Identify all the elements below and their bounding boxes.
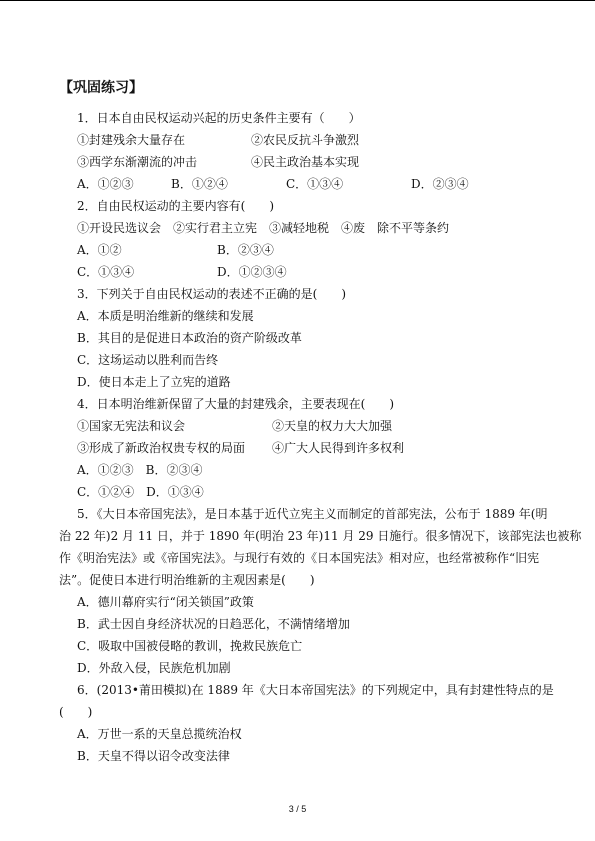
q5-choice-a: A．德川幕府实行“闭关锁国”政策 <box>77 595 254 609</box>
q3-choice-d: D．使日本走上了立宪的道路 <box>77 375 231 389</box>
q1-option-3: ③西学东渐潮流的冲击 <box>77 155 198 169</box>
q4-option-1: ①国家无宪法和议会 <box>77 419 186 433</box>
q1-choice-b: B．①②④ <box>171 177 228 191</box>
q4-option-2: ②天皇的权力大大加强 <box>272 419 393 433</box>
page-top-border <box>0 0 595 1</box>
q5-choice-d: D．外敌入侵，民族危机加剧 <box>77 661 231 675</box>
q2-choice-b: B．②③④ <box>217 243 274 257</box>
q1-option-4: ④民主政治基本实现 <box>251 155 360 169</box>
page-number: 3 / 5 <box>288 804 307 814</box>
q3-choice-a: A．本质是明治维新的继续和发展 <box>77 309 254 323</box>
q1-option-1: ①封建残余大量存在 <box>77 133 186 147</box>
q5-choice-c: C．吸取中国被侵略的教训，挽救民族危亡 <box>77 639 303 653</box>
q2-items: ①开设民选议会 ②实行君主立宪 ③减轻地税 ④废 除不平等条约 <box>77 221 450 235</box>
q5-paragraph-line-4: 法”。促使日本进行明治维新的主观因素是( ) <box>59 573 315 587</box>
q2-choice-d: D．①②③④ <box>217 265 287 279</box>
q1-choice-a: A．①②③ <box>77 177 134 191</box>
q3-choice-c: C．这场运动以胜利而告终 <box>77 353 219 367</box>
q4-choices-ab: A．①②③ B．②③④ <box>77 463 203 477</box>
q5-choice-b: B．武士因自身经济状况的日趋恶化，不满情绪增加 <box>77 617 350 631</box>
q6-stem-line-2: ( ) <box>59 705 93 719</box>
q5-paragraph-line-2: 治 22 年)2 月 11 日，并于 1890 年(明治 23 年)11 月 29 日施行。很多情况下，该部宪法也被称 <box>59 529 582 543</box>
q3-choice-b: B．其目的是促进日本政治的资产阶级改革 <box>77 331 302 345</box>
q6-choice-b: B．天皇不得以诏令改变法律 <box>77 749 230 763</box>
q2-choice-c: C．①③④ <box>77 265 135 279</box>
q6-choice-a: A．万世一系的天皇总揽统治权 <box>77 727 242 741</box>
q2-stem: 2．自由民权运动的主要内容有( ) <box>77 199 274 213</box>
q1-choice-c: C．①③④ <box>286 177 344 191</box>
q2-choice-a: A．①② <box>77 243 122 257</box>
q4-stem: 4．日本明治维新保留了大量的封建残余，主要表现在( ) <box>77 397 395 411</box>
q4-option-4: ④广大人民得到许多权利 <box>272 441 405 455</box>
q1-stem: 1．日本自由民权运动兴起的历史条件主要有（ ） <box>77 111 361 125</box>
q1-option-2: ②农民反抗斗争激烈 <box>251 133 360 147</box>
q6-stem-line-1: 6．(2013•莆田模拟)在 1889 年《大日本帝国宪法》的下列规定中，具有封建性特点的是 <box>77 683 554 697</box>
q3-stem: 3．下列关于自由民权运动的表述不正确的是( ) <box>77 287 346 301</box>
q4-option-3: ③形成了新政治权贵专权的局面 <box>77 441 246 455</box>
q4-choices-cd: C．①②④ D．①③④ <box>77 485 204 499</box>
q5-paragraph-line-1: 5．《大日本帝国宪法》，是日本基于近代立宪主义而制定的首部宪法，公布于 1889 年(明 <box>77 507 548 521</box>
q5-paragraph-line-3: 作《明治宪法》或《帝国宪法》。与现行有效的《日本国宪法》相对应，也经常被称作“旧宪 <box>59 551 540 565</box>
section-heading: 【巩固练习】 <box>59 80 143 96</box>
q1-choice-d: D．②③④ <box>411 177 469 191</box>
